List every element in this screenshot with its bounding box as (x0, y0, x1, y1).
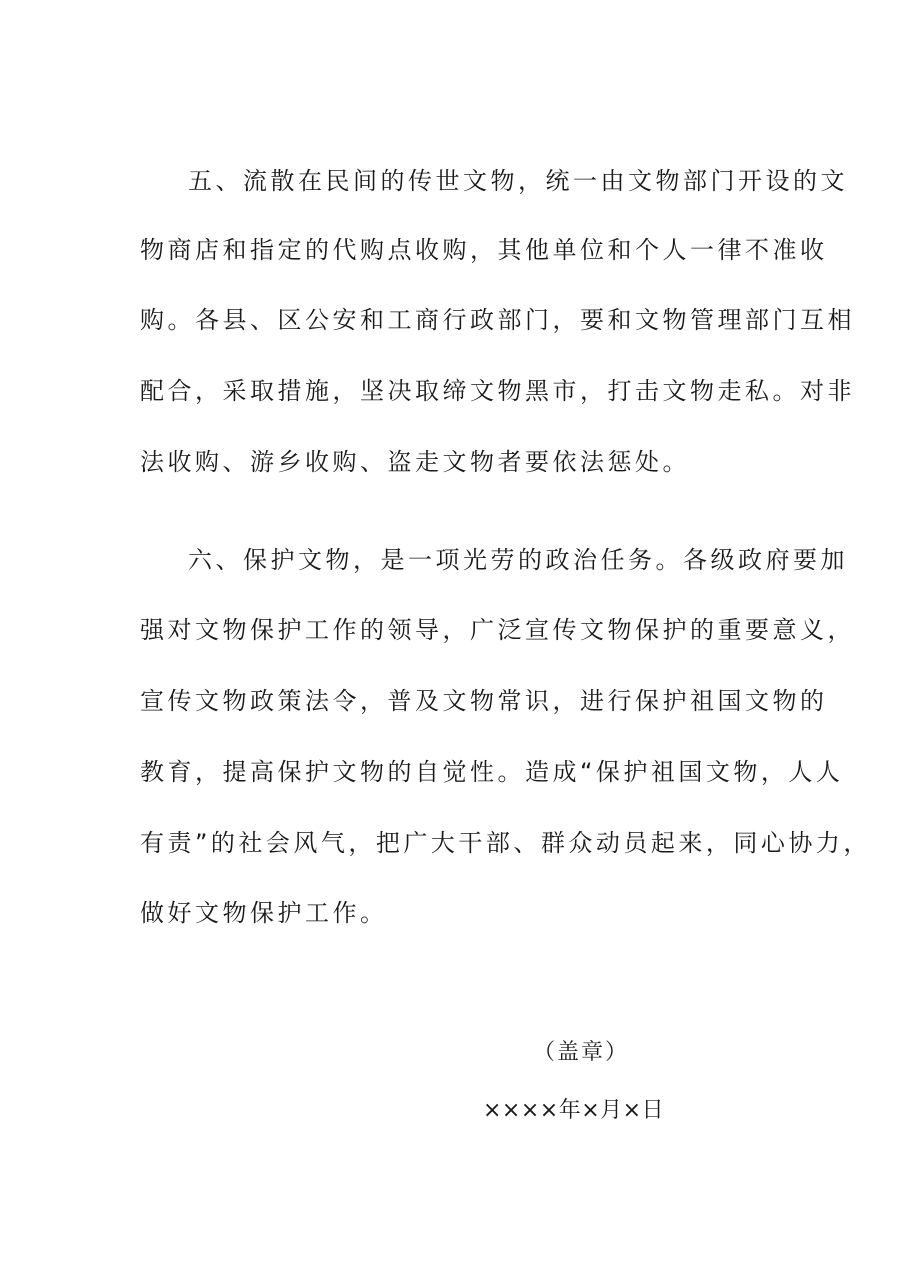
paragraph-line: 法收购、游乡收购、盗走文物者要依法惩处。 (140, 448, 690, 476)
paragraph-line: 物商店和指定的代购点收购，其他单位和个人一律不准收 (140, 236, 828, 264)
paragraph-line: 宣传文物政策法令，普及文物常识，进行保护祖国文物的 (140, 687, 828, 715)
date-line: ××××年×月×日 (483, 1098, 665, 1123)
paragraph-line: 有责”的社会风气，把广大干部、群众动员起来，同心协力， (140, 829, 871, 857)
paragraph-line: 购。各县、区公安和工商行政部门，要和文物管理部门互相 (140, 306, 855, 334)
paragraph-line: 六、保护文物，是一项光劳的政治任务。各级政府要加 (188, 546, 848, 574)
paragraph-line: 配合，采取措施，坚决取缔文物黑市，打击文物走私。对非 (140, 377, 855, 405)
seal-placeholder: （盖章） (533, 1040, 630, 1065)
paragraph-line: 教育，提高保护文物的自觉性。造成“保护祖国文物，人人 (140, 758, 844, 786)
paragraph-line: 做好文物保护工作。 (140, 899, 388, 927)
paragraph-line: 五、流散在民间的传世文物，统一由文物部门开设的文 (188, 167, 848, 195)
paragraph-line: 强对文物保护工作的领导，广泛宣传文物保护的重要意义， (140, 616, 855, 644)
